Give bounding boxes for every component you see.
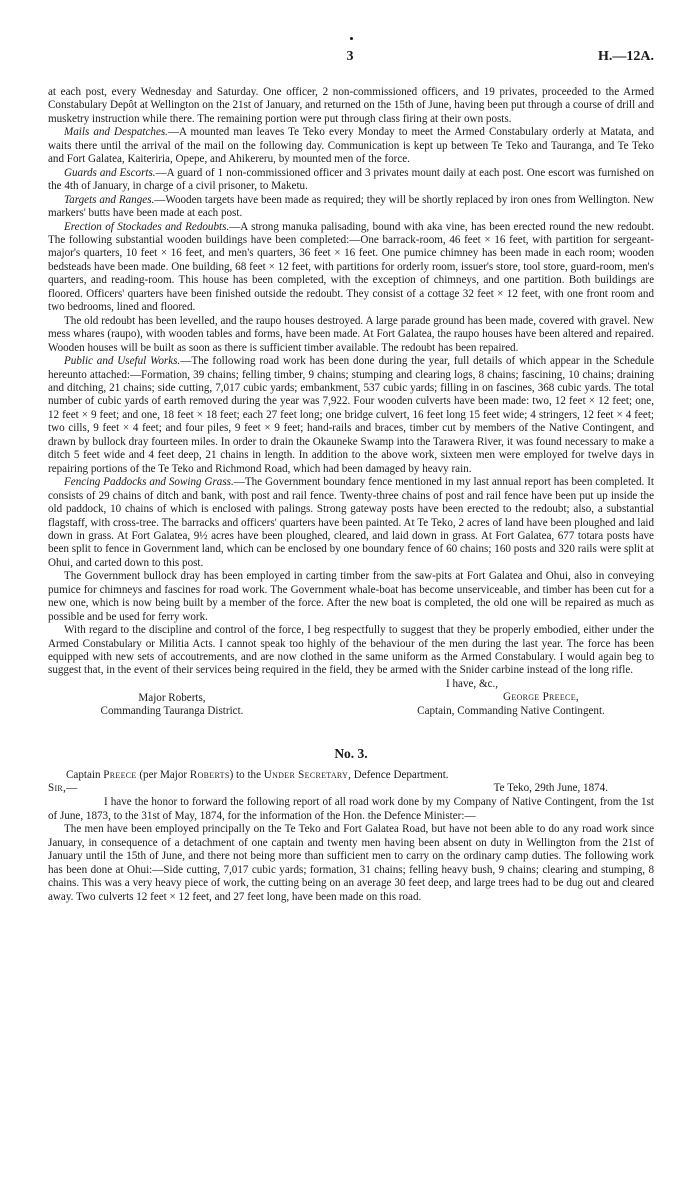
page-number: 3 <box>346 49 354 64</box>
caption-text: Captain <box>66 768 104 781</box>
caption-name: Under Secretary <box>263 768 349 781</box>
paragraph-heading: Public and Useful Works. <box>64 355 181 368</box>
paragraph <box>48 194 654 221</box>
date-line: Te Teko, 29th June, 1874. <box>493 782 608 795</box>
caption-name: Roberts <box>189 768 230 781</box>
signature-name: George Preece, <box>503 691 579 704</box>
paragraph: With regard to the discipline and control of the force, I beg respectfully to suggest that they be properly embodied, either under the Armed Constabulary or Militia Acts. I cannot speak too highly of the behaviour of the men during the last year. The force has been equipped with new sets of accoutrements, and are now clothed in the same uniform as the Armed Constabulary. I would again beg to suggest that, in the event of their services being required in the field, they be armed with the Snider carbine instead of the long rifle. <box>48 624 654 677</box>
document-reference: H.—12A. <box>598 49 654 64</box>
paragraph: I have the honor to forward the following report of all road work done by my Company of Native Contingent, from the 1st of June, 1873, to the 31st of May, 1874, for the information of the Hon. the Defence Minister:— <box>48 796 654 822</box>
caption-text: (per Major <box>136 768 190 781</box>
paragraph-heading: Fencing Paddocks and Sowing Grass. <box>64 476 234 489</box>
signature-block <box>48 678 654 731</box>
addressee-name: Major Roberts, <box>138 691 206 704</box>
signature-sender <box>368 678 654 718</box>
paragraph: at each post, every Wednesday and Saturday. One officer, 2 non-commissioned officers, and 19 privates, proceeded to the Armed Constabulary Depôt at Wellington on the 21st of January, and returned on the 15th of June, having been put through a course of drill and musketry instruction while there. The remaining portion were put through class firing at their own posts. <box>48 86 654 125</box>
signature-title: Captain, Commanding Native Contingent. <box>417 704 605 717</box>
paragraph-text: —The Government boundary fence mentioned in my last annual report has been completed. It consists of 29 chains of ditch and bank, with post and rail fence. Twenty-three chains of post and rail fence have been put up inside the old paddock, 10 chains of which is enclosed with palings. Strong gateway posts have been erected to the redoubt; also, a substantial flagstaff, with cross-tree. The barracks and officers' quarters have been painted. At Te Teko, 2 acres of land have been ploughed and laid down in grass. At Fort Galatea, 9½ acres have been ploughed, cleared, and laid down in grass. At Fort Galatea, 677 totara posts have been split to fence in Government land, which can be enclosed by one boundary fence of 60 chains; 160 posts and 320 rails were split at Ohui, and carted down to this post. <box>48 476 654 569</box>
addressee-title: Commanding Tauranga District. <box>100 705 244 718</box>
paragraph <box>48 476 654 570</box>
paragraph-text: —The following road work has been done during the year, full details of which appear in the Schedule hereunto attached:—Formation, 39 chains; felling timber, 9 chains; stumping and clearing logs, 8 chains; fascining, 10 chains; draining and ditching, 21 chains; side cutting, 7,017 cubic yards; embankment, 537 cubic yards; filling in on fascines, 368 cubic yards. The total number of cubic yards of earth removed during the year was 7,922. Four wooden culverts have been made: two, 12 feet × 12 feet; one, 12 feet × 9 feet; and one, 18 feet × 18 feet; each 27 feet long; one bridge culvert, 16 feet long 15 feet wide; 4 stringers, 12 feet × 4 feet; two cills, 9 feet × 4 feet; and four piles, 9 feet × 9 feet; hand-rails and braces, timber cut by members of the Native Contingent, and drawn by bullock dray fourteen miles. In order to drain the Okauneke Swamp into the Tarawera River, it was found necessary to make a ditch 5 feet wide and 4 feet deep, 21 chains in length. In addition to the above work, sixteen men were employed for twelve days in repairing portions of the Te Teko and Richmond Road, which had been damaged by heavy rain. <box>48 355 654 475</box>
paragraph: The old redoubt has been levelled, and the raupo houses destroyed. A large parade ground has been made, covered with gravel. New mess whares (raupo), with wooden tables and forms, have been made. At Fort Galatea, the raupo houses have been altered and repaired. Wooden houses will be built as soon as there is sufficient timber available. The redoubt has been repaired. <box>48 314 654 354</box>
caption-name: Preece <box>103 768 137 781</box>
section-number: No. 3. <box>334 745 368 761</box>
closing-line: I have, &c., <box>446 677 499 690</box>
paragraph-heading: Erection of Stockades and Redoubts. <box>64 220 230 233</box>
salutation-row <box>48 782 654 796</box>
paragraph <box>48 167 654 194</box>
paragraph <box>48 126 654 166</box>
paragraph-text: —A strong manuka palisading, bound with aka vine, has been erected round the new redoubt. The following substantial wooden buildings have been completed:—One barrack-room, 46 feet × 16 feet, with partition for sergeant-major's quarters, 10 feet × 16 feet, and men's quarters, 36 feet × 16 feet. One pumice chimney has been made in each room; wooden bedsteads have been made. One building, 68 feet × 12 feet, with partitions for orderly room, issuer's store, tool store, guard-room, men's quarters, and reading-room. This house has been completed, with the exception of chimneys, and one partition. Both buildings are floored. Officers' quarters have been finished outside the redoubt. They consist of a cottage 32 feet × 12 feet, with one front room and two bedrooms, lined and floored. <box>48 220 654 314</box>
salutation: Sir,— <box>48 782 78 795</box>
paragraph-heading: Mails and Despatches. <box>64 126 168 139</box>
paragraph-text: —A mounted man leaves Te Teko every Monday to meet the Armed Constabulary orderly at Matata, and waits there until the arrival of the mail on the following day. Communication is kept up between Te Teko and Tauranga, and Te Teko and Fort Galatea, Kaiteriria, Opepe, and Ahikereru, by mounted men of the force. <box>48 126 654 166</box>
signature-addressee <box>72 692 272 719</box>
caption-text: , Defence Department. <box>348 768 449 781</box>
paragraph <box>48 221 654 315</box>
paragraph-heading: Targets and Ranges. <box>64 193 155 206</box>
document-body <box>48 86 654 904</box>
paragraph: The men have been employed principally on the Te Teko and Fort Galatea Road, but have not been able to do any road work since January, in consequence of a detachment of one captain and twenty men having been absent on duty in Wellington from the 21st of January until the 15th of June, and there not being more than sufficient men to carry on the ordinary camp duties. The following work has been done at Ohui:—Side cutting, 7,017 cubic yards; formation, 31 chains; felling heavy bush, 9 chains; clearing and stumping, 8 chains. This was a very heavy piece of work, the cutting being on an average 30 feet deep, and large trees had to be dug out and cleared away. Two culverts 12 feet × 12 feet, and 27 feet long, have been made on this road. <box>48 823 654 903</box>
paragraph-text: —A guard of 1 non-commissioned officer and 3 privates mount daily at each post. One escort was furnished on the 4th of January, in charge of a civil prisoner, to Maketu. <box>48 166 654 193</box>
paragraph <box>48 355 654 476</box>
paragraph: The Government bullock dray has been employed in carting timber from the saw-pits at Fort Galatea and Ohui, also in conveying pumice for chimneys and fascines for road work. The Government whale-boat has become unserviceable, and timber has been cut for a new one, which is now being built by a member of the force. After the new boat is completed, the old one will be repaired as much as possible and be used for ferry work. <box>48 570 654 623</box>
letter-caption <box>48 769 654 782</box>
caption-text: ) to the <box>229 768 264 781</box>
paragraph-text: —Wooden targets have been made as required; they will be shortly replaced by iron ones from Wellington. New markers' butts have been made at each post. <box>48 193 654 220</box>
paragraph-heading: Guards and Escorts. <box>64 166 156 179</box>
decorative-dot <box>350 37 353 40</box>
